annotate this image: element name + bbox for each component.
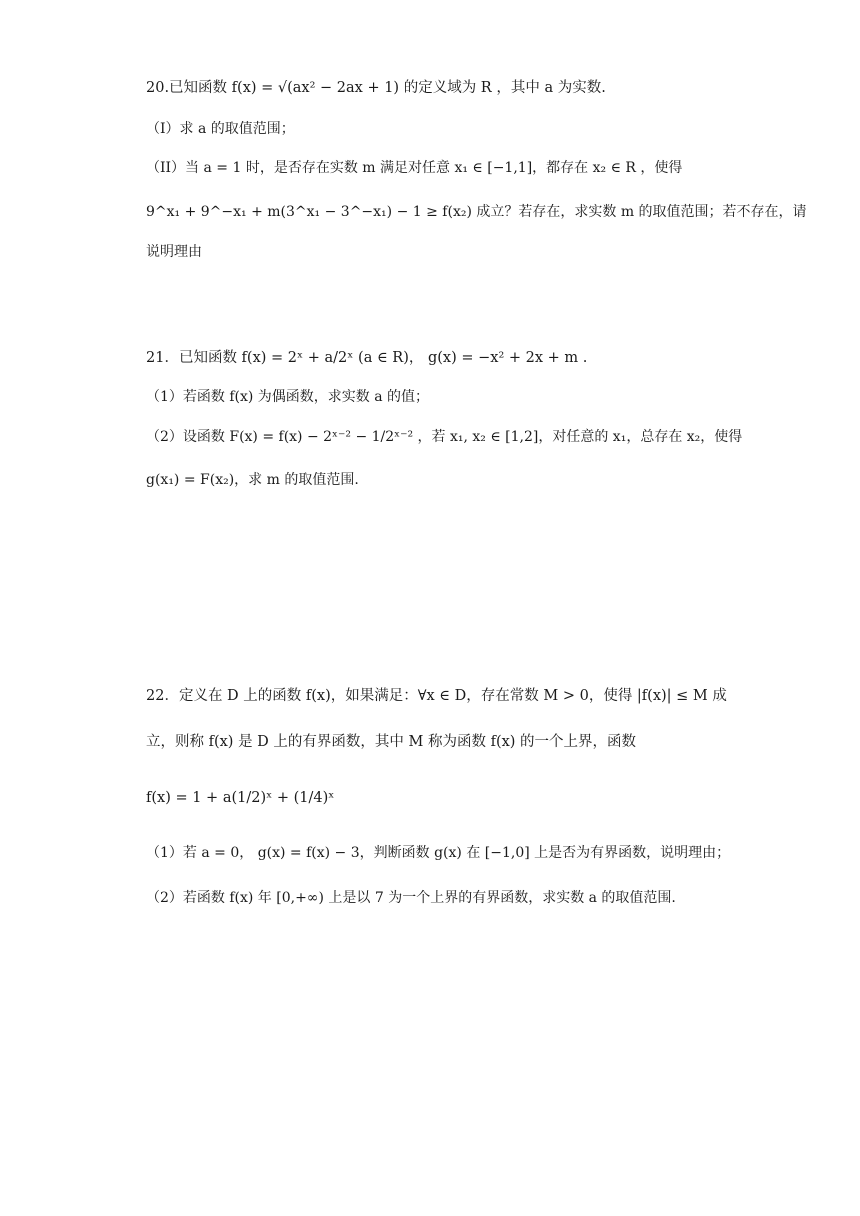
problem-21-part-2: （2）设函数 F(x) = f(x) − 2ˣ⁻² − 1/2ˣ⁻² ，若 x₁, x₂ ∈ [1,2]，对任意的 x₁，总存在 x₂，使得 — [146, 429, 743, 445]
problem-21-part-2-end: g(x₁) = F(x₂)，求 m 的取值范围. — [146, 472, 359, 488]
problem-22-part-1: （1）若 a = 0， g(x) = f(x) − 3，判断函数 g(x) 在 [−1,0] 上是否为有界函数，说明理由； — [146, 845, 731, 861]
problem-22-statement-cont: 立，则称 f(x) 是 D 上的有界函数，其中 M 称为函数 f(x) 的一个上界，函数 — [146, 734, 637, 750]
problem-20-part-2-cont: 9^x₁ + 9^−x₁ + m(3^x₁ − 3^−x₁) − 1 ≥ f(x₂) 成立？若存在，求实数 m 的取值范围；若不存在，请 — [146, 204, 807, 220]
problem-22-part-2: （2）若函数 f(x) 年 [0,+∞) 上是以 7 为一个上界的有界函数，求实数 a 的取值范围. — [146, 890, 676, 906]
problem-20-part-2: （II）当 a = 1 时，是否存在实数 m 满足对任意 x₁ ∈ [−1,1]，都存在 x₂ ∈ R ，使得 — [146, 160, 683, 176]
problem-21-part-1: （1）若函数 f(x) 为偶函数，求实数 a 的值； — [146, 389, 430, 405]
problem-20-statement: 20.已知函数 f(x) = √(ax² − 2ax + 1) 的定义域为 R ，其中 a 为实数. — [146, 80, 606, 96]
problem-20-part-1: （I）求 a 的取值范围； — [146, 121, 295, 137]
problem-20-part-2-end: 说明理由 — [146, 244, 202, 260]
problem-22-statement: 22．定义在 D 上的函数 f(x)，如果满足：∀x ∈ D，存在常数 M > 0，使得 |f(x)| ≤ M 成 — [146, 688, 727, 704]
problem-22-function: f(x) = 1 + a(1/2)ˣ + (1/4)ˣ — [146, 790, 335, 806]
problem-21-statement: 21．已知函数 f(x) = 2ˣ + a/2ˣ (a ∈ R)， g(x) = −x² + 2x + m . — [146, 350, 588, 366]
